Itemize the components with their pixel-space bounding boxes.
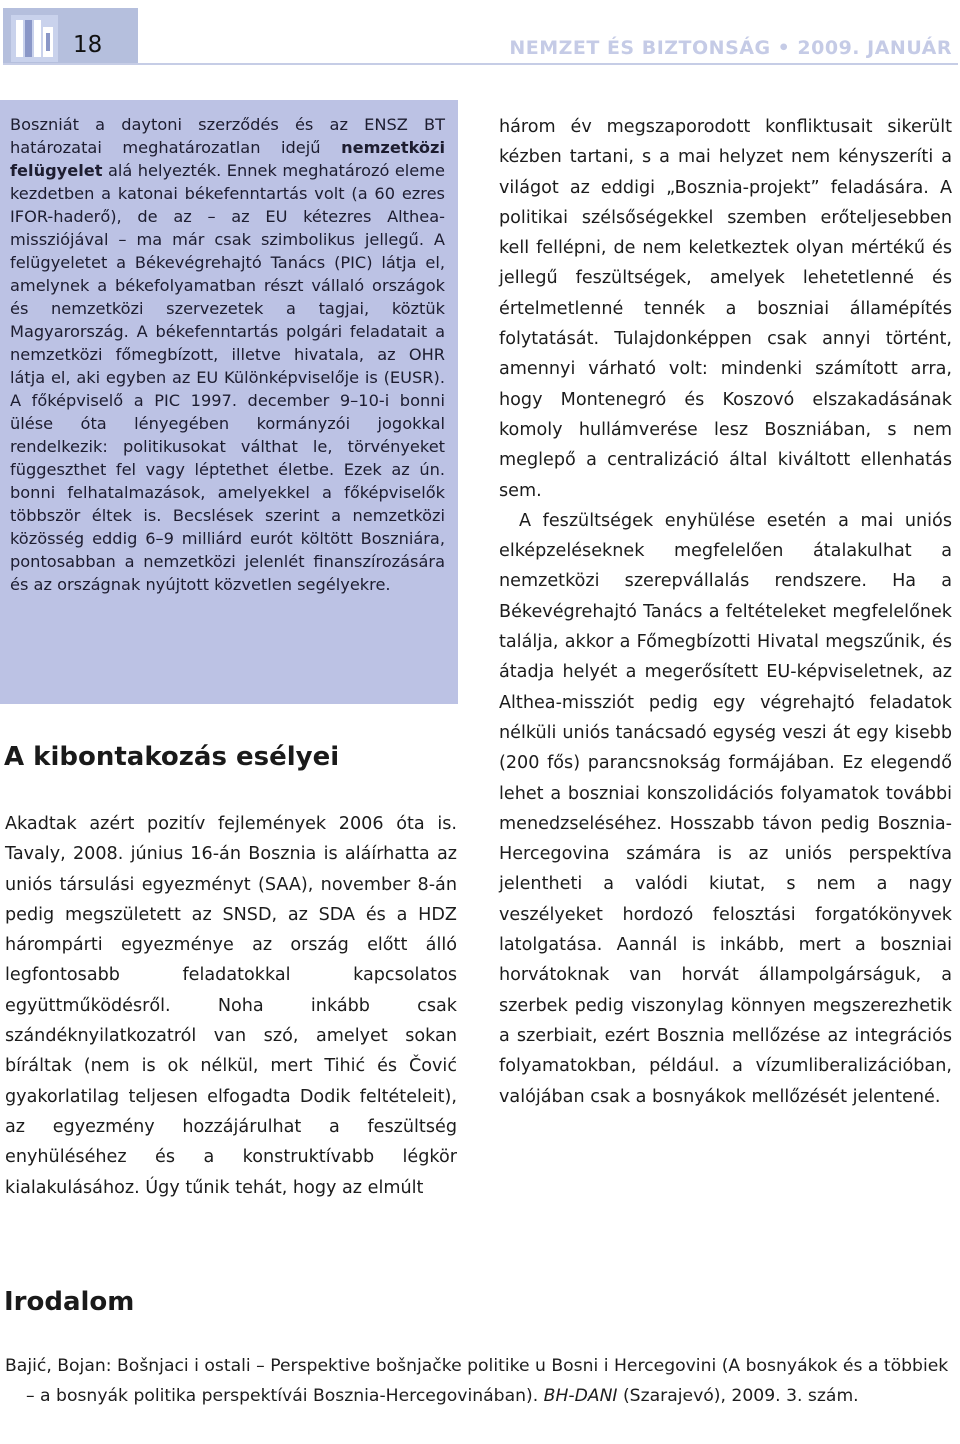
reference-source: BH-DANI (543, 1385, 618, 1406)
info-box-text-part-1: Boszniát a daytoni szerződés és az ENSZ BT határozatai meghatározatlan idejű (10, 115, 445, 157)
header-rule (3, 63, 958, 65)
info-box-bold-term: nemzetközi felügyelet (10, 138, 445, 180)
right-paragraph-1: három év megszaporodott konfliktusait sikerült kézben tartani, s a mai helyzet nem kényszeríti a világot az eddigi „Bosznia-projekt” feladására. A politikai szélsőségekkel szemben erőteljesebben kell fellépni, de nem keletkeztek olyan mértékű és jellegű feszültségek, amelyek lehetetlenné és értelmetlenné tennék a boszniai államépítés folytatását. Tulajdonképpen csak annyi történt, amennyi várható volt: mindenki számított arra, hogy Montenegró és Koszovó elszakadásának komoly hullámverése lesz Boszniában, s nem meglepő a centralizáció által kiváltott ellenhatás sem. (499, 117, 952, 501)
info-box-text-part-2: alá helyezték. Ennek meghatározó eleme kezdetben a katonai békefenntartás volt (a 60 ezres IFOR-haderő), de az – az EU kétezres Althea-missziójával – ma már csak szimbolikus jellegű. A felügyeletet a Békevégrehajtó Tanács (PIC) látja el, amelynek a békefolyamatban részt vállaló országok és nemzetközi szervezetek a tagjai, köztük Magyarország. A békefenntartás polgári feladatait a nemzetközi főmegbízott, illetve hivatala, az OHR látja el, aki egyben az EU Különképviselője is (EUSR). A főképviselő a PIC 1997. december 9–10-i bonni ülése óta lényegében kormányzói jogokkal rendelkezik: politikusokat válthat le, törvényeket függeszthet fel vagy léptethet életbe. Ezek az ún. bonni felhatalmazások, amelyekkel a főképviselők többször éltek is. Becslések szerint a nemzetközi közösség eddig 6–9 milliárd eurót költött Boszniára, pontosabban a nemzetközi jelenlét finanszírozására és az országnak nyújtott közvetlen segélyekre. (10, 161, 445, 594)
left-paragraph: Akadtak azért pozitív fejlemények 2006 óta is. Tavaly, 2008. június 16-án Bosznia is aláírhatta az uniós társulási egyezményt (SAA), november 8-án pedig megszületett az SNSD, az SDA és a HDZ hárompárti egyezménye az ország előtt álló legfontosabb feladatokkal kapcsolatos együttműködésről. Noha inkább csak szándéknyilatkozatról van szó, amelyet sokan bíráltak (nem is ok nélkül, mert Tihić és Čović gyakorlatilag teljesen elfogadta Dodik feltételeit), az egyezmény hozzájárulhat a feszültség enyhüléséhez és a konstruktívabb légkör kialakulásához. Úgy tűnik tehát, hogy az elmúlt (5, 814, 457, 1198)
running-head: NEMZET ÉS BIZTONSÁG • 2009. JANUÁR (509, 37, 952, 59)
right-paragraph-2: A feszültségek enyhülése esetén a mai uniós elképzeléseknek megfelelően átalakulhat a nemzetközi szerepvállalás rendszere. Ha a Békevégrehajtó Tanács a feltételeket megfelelőnek találja, akkor a Főmegbízotti Hivatal megszűnik, és átadja helyét a megerősített EU-képviseletnek, az Althea-missziót pedig egy végrehajtó feladatok nélküli uniós tanácsadó egység veszi át egy kisebb (200 fős) parancsnokság formájában. Ez elegendő lehet a boszniai konszolidációs folyamatok további menedzseléséhez. Hosszabb távon pedig Bosznia-Hercegovina számára is az uniós perspektíva jelentheti a valódi kiutat, s nem a nagy veszélyeket hordozó felosztási forgatókönyvek latolgatása. Aannál is inkább, mert a boszniai horvátoknak van horvát állampolgárságuk, a szerbek pedig viszonylag könnyen megszerezhetik a szerbiait, ezért Bosznia mellőzése az integrációs folyamatokban, például. a vízumliberalizációban, valójában csak a bosnyákok mellőzését jelentené. (499, 510, 952, 1107)
info-box-text (10, 113, 445, 596)
left-column (5, 809, 457, 1203)
references-heading: Irodalom (4, 1287, 135, 1317)
section-heading: A kibontakozás esélyei (4, 742, 340, 772)
nb-logo-icon (11, 15, 58, 62)
right-column (499, 112, 952, 1112)
header-block (3, 8, 138, 64)
page-number: 18 (73, 32, 103, 58)
reference-entry (5, 1352, 956, 1411)
reference-main: Bajić, Bojan: Bošnjaci i ostali – Perspektive bošnjačke politike u Bosni i Hercegovini (A bosnyákok és a többiek – a bosnyák politika perspektívái Bosznia-Hercegovinában). (5, 1356, 949, 1406)
reference-tail: (Szarajevó), 2009. 3. szám. (617, 1385, 859, 1406)
